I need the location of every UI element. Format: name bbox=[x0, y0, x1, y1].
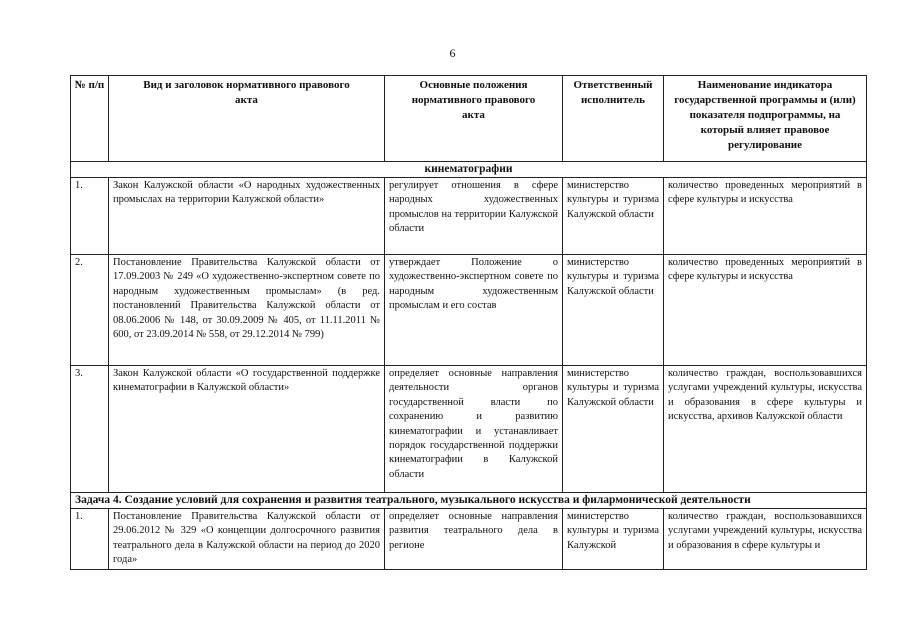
task-title: Задача 4. Создание условий для сохранения и развития театрального, музыкального искусства и филармонической деятельности bbox=[71, 493, 867, 509]
indicator-cell: количество проведенных мероприятий в сфере культуры и искусства bbox=[664, 178, 867, 255]
act-title-cell: Постановление Правительства Калужской области от 17.09.2003 № 249 «О художественно-экспертном совете по народным художественным промыслам» (в ред. постановлений Правительства Калужской области от 08.06.2006 № 148, от 30.09.2009 № 405, от 11.11.2011 № 600, от 23.09.2014 № 558, от 29.12.2014 № 799) bbox=[109, 255, 385, 366]
provisions-cell: регулирует отношения в сфере народных художественных промыслов на территории Калужской области bbox=[385, 178, 563, 255]
executor-cell: министерство культуры и туризма Калужской области bbox=[563, 178, 664, 255]
header-indicator: Наименование индикатора государственной программы и (или) показателя подпрограммы, на который влияет правовое регулирование bbox=[664, 76, 867, 162]
indicator-cell: количество граждан, воспользовавшихся услугами учреждений культуры, искусства и образования в сфере культуры и искусства, архивов Калужской области bbox=[664, 366, 867, 493]
indicator-cell: количество проведенных мероприятий в сфере культуры и искусства bbox=[664, 255, 867, 366]
section-row bbox=[71, 162, 867, 178]
legal-acts-table bbox=[70, 75, 867, 570]
header-act-type-title: Вид и заголовок нормативного правового акта bbox=[109, 76, 385, 162]
table-row bbox=[71, 509, 867, 570]
indicator-cell: количество граждан, воспользовавшихся услугами учреждений культуры, искусства и образования в сфере культуры и bbox=[664, 509, 867, 570]
table-header-row bbox=[71, 76, 867, 162]
row-number: 1. bbox=[71, 178, 109, 255]
page-number: 6 bbox=[449, 46, 456, 60]
section-title: кинематографии bbox=[71, 162, 867, 178]
provisions-cell: утверждает Положение о художественно-экспертном совете по народным художественным промыслам и его состав bbox=[385, 255, 563, 366]
table-row bbox=[71, 366, 867, 493]
header-num: № п/п bbox=[71, 76, 109, 162]
executor-cell: министерство культуры и туризма Калужской bbox=[563, 509, 664, 570]
header-executor: Ответственный исполнитель bbox=[563, 76, 664, 162]
provisions-cell: определяет основные направления развития театрального дела в регионе bbox=[385, 509, 563, 570]
act-title-cell: Постановление Правительства Калужской области от 29.06.2012 № 329 «О концепции долгосрочного развития театрального дела в Калужской области на период до 2020 года» bbox=[109, 509, 385, 570]
task-row bbox=[71, 493, 867, 509]
row-number: 1. bbox=[71, 509, 109, 570]
executor-cell: министерство культуры и туризма Калужской области bbox=[563, 255, 664, 366]
header-provisions: Основные положения нормативного правового акта bbox=[385, 76, 563, 162]
act-title-cell: Закон Калужской области «О народных художественных промыслах на территории Калужской области» bbox=[109, 178, 385, 255]
act-title-cell: Закон Калужской области «О государственной поддержке кинематографии в Калужской области» bbox=[109, 366, 385, 493]
executor-cell: министерство культуры и туризма Калужской области bbox=[563, 366, 664, 493]
row-number: 2. bbox=[71, 255, 109, 366]
provisions-cell: определяет основные направления деятельности органов государственной власти по сохранению и развитию кинематографии и устанавливает порядок государственной поддержки кинематографии в Калужской области bbox=[385, 366, 563, 493]
row-number: 3. bbox=[71, 366, 109, 493]
table-row bbox=[71, 178, 867, 255]
table-row bbox=[71, 255, 867, 366]
